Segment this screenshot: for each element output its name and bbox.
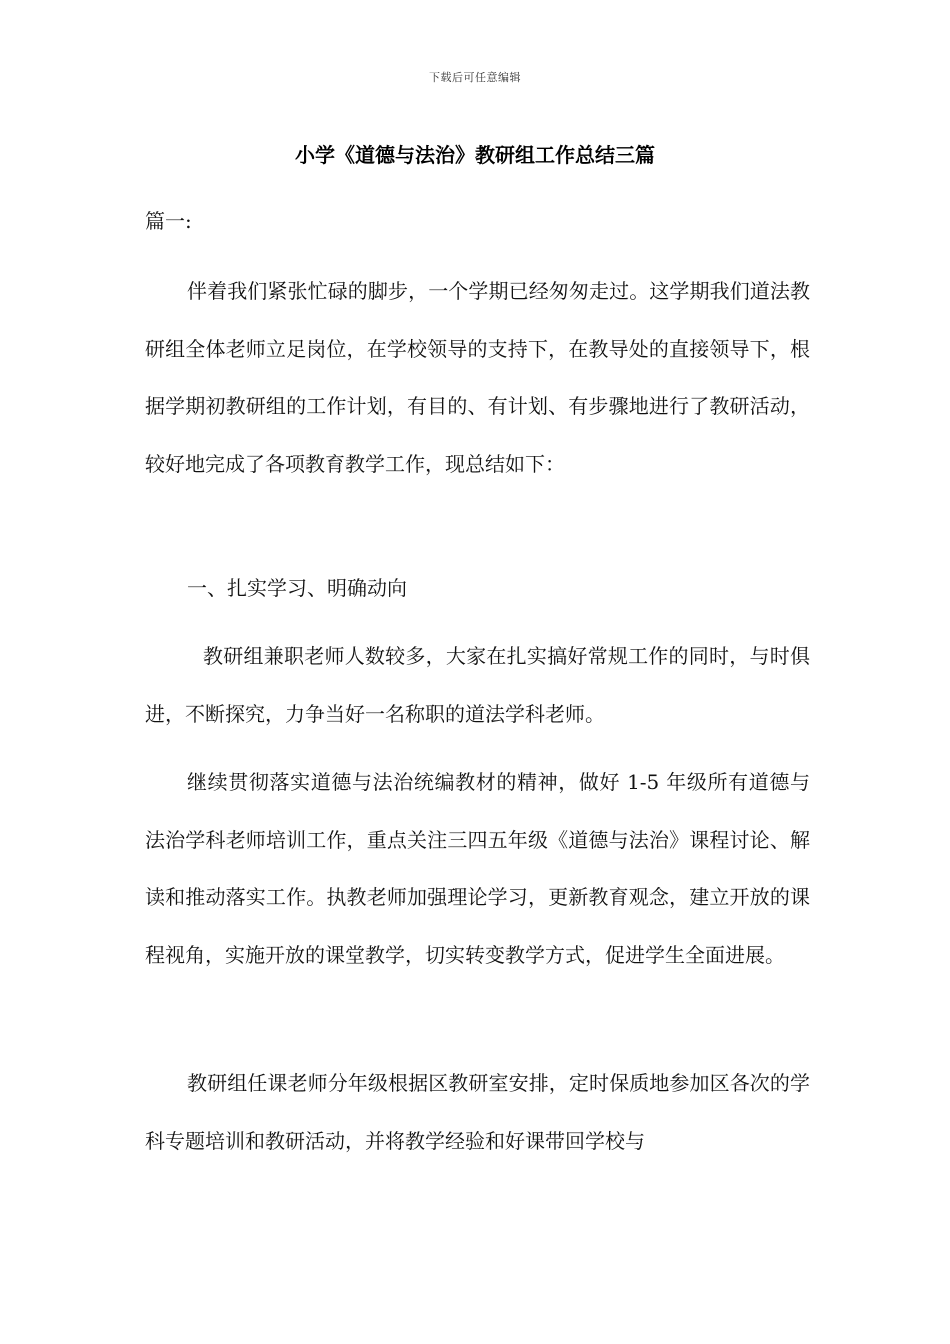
paragraph-training: 教研组任课老师分年级根据区教研室安排，定时保质地参加区各次的学科专题培训和教研活动，并将教学经验和好课带回学校与 xyxy=(145,1071,810,1153)
section-heading: 一、扎实学习、明确动向 xyxy=(187,576,407,600)
paragraph-teachers: 教研组兼职老师人数较多，大家在扎实搞好常规工作的同时，与时俱进，不断探究，力争当好一名称职的道法学科老师。 xyxy=(145,644,810,726)
document-title: 小学《道德与法治》教研组工作总结三篇 xyxy=(295,143,655,167)
paragraph-curriculum: 继续贯彻落实道德与法治统编教材的精神，做好 1-5 年级所有道德与法治学科老师培训工作，重点关注三四五年级《道德与法治》课程讨论、解读和推动落实工作。执教老师加强理论学习，更新教育观念，建立开放的课程视角，实施开放的课堂教学，切实转变教学方式，促进学生全面进展。 xyxy=(145,770,810,967)
page-header-note: 下载后可任意编辑 xyxy=(429,71,521,84)
section-label: 篇一: xyxy=(145,209,192,233)
paragraph-intro: 伴着我们紧张忙碌的脚步，一个学期已经匆匆走过。这学期我们道法教研组全体老师立足岗位，在学校领导的支持下，在教导处的直接领导下，根据学期初教研组的工作计划，有目的、有计划、有步骤地进行了教研活动，较好地完成了各项教育教学工作，现总结如下： xyxy=(145,279,810,476)
